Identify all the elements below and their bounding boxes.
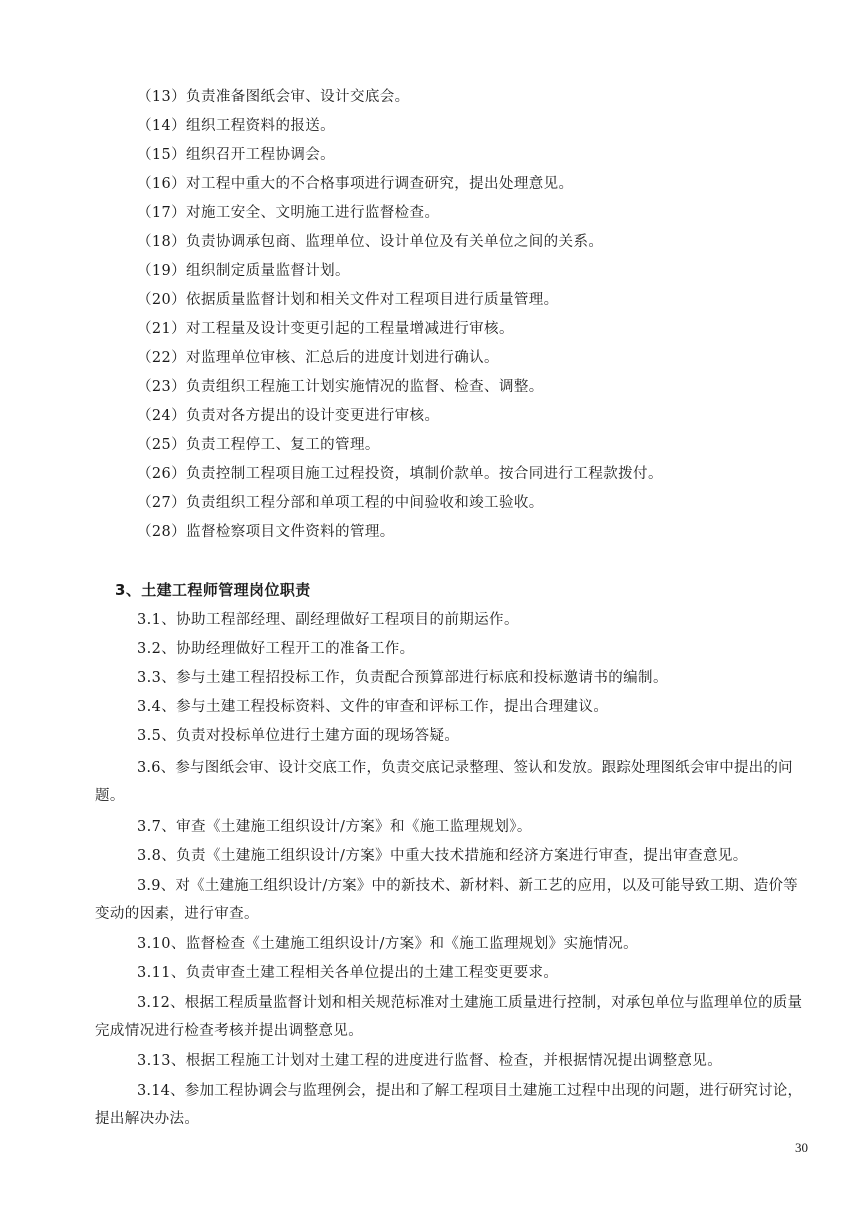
list-item: （25）负责工程停工、复工的管理。	[137, 437, 380, 453]
section-item: 3.11、负责审查土建工程相关各单位提出的土建工程变更要求。	[137, 965, 559, 981]
section-item: 3.13、根据工程施工计划对土建工程的进度进行监督、检查，并根据情况提出调整意见。	[137, 1053, 723, 1069]
section-item: 3.14、参加工程协调会与监理例会，提出和了解工程项目土建施工过程中出现的问题，进行研究讨论，	[137, 1083, 803, 1099]
list-item: （14）组织工程资料的报送。	[137, 118, 336, 134]
section-item-continuation: 题。	[95, 788, 125, 804]
list-item: （28）监督检察项目文件资料的管理。	[137, 524, 395, 540]
section-item: 3.1、协助工程部经理、副经理做好工程项目的前期运作。	[137, 612, 519, 628]
section-item: 3.9、对《土建施工组织设计/方案》中的新技术、新材料、新工艺的应用，以及可能导致工期、造价等	[137, 878, 798, 894]
list-item: （23）负责组织工程施工计划实施情况的监督、检查、调整。	[137, 379, 544, 395]
list-item: （24）负责对各方提出的设计变更进行审核。	[137, 408, 440, 424]
list-item: （19）组织制定质量监督计划。	[137, 263, 350, 279]
section-item: 3.7、审查《土建施工组织设计/方案》和《施工监理规划》。	[137, 819, 532, 835]
list-item: （20）依据质量监督计划和相关文件对工程项目进行质量管理。	[137, 292, 559, 308]
section-item: 3.3、参与土建工程招投标工作，负责配合预算部进行标底和投标邀请书的编制。	[137, 670, 668, 686]
list-item: （26）负责控制工程项目施工过程投资，填制价款单。按合同进行工程款拨付。	[137, 466, 663, 482]
list-item: （18）负责协调承包商、监理单位、设计单位及有关单位之间的关系。	[137, 234, 604, 250]
list-item: （16）对工程中重大的不合格事项进行调查研究，提出处理意见。	[137, 176, 574, 192]
section-item: 3.8、负责《土建施工组织设计/方案》中重大技术措施和经济方案进行审查，提出审查意见。	[137, 848, 748, 864]
section-item-continuation: 变动的因素，进行审查。	[95, 906, 259, 922]
list-item: （13）负责准备图纸会审、设计交底会。	[137, 89, 410, 105]
section-item: 3.6、参与图纸会审、设计交底工作，负责交底记录整理、签认和发放。跟踪处理图纸会审中提出的问	[137, 760, 793, 776]
page-number: 30	[795, 1140, 808, 1155]
section-item: 3.12、根据工程质量监督计划和相关规范标准对土建施工质量进行控制，对承包单位与监理单位的质量	[137, 995, 803, 1011]
section-item: 3.4、参与土建工程投标资料、文件的审查和评标工作，提出合理建议。	[137, 699, 609, 715]
section-heading: 3、土建工程师管理岗位职责	[115, 581, 311, 599]
list-item: （21）对工程量及设计变更引起的工程量增减进行审核。	[137, 321, 514, 337]
list-item: （27）负责组织工程分部和单项工程的中间验收和竣工验收。	[137, 495, 544, 511]
section-item: 3.5、负责对投标单位进行土建方面的现场答疑。	[137, 728, 460, 744]
section-item: 3.2、协助经理做好工程开工的准备工作。	[137, 641, 415, 657]
section-item-continuation: 提出解决办法。	[95, 1111, 200, 1127]
list-item: （15）组织召开工程协调会。	[137, 147, 336, 163]
section-item-continuation: 完成情况进行检查考核并提出调整意见。	[95, 1023, 364, 1039]
section-item: 3.10、监督检查《土建施工组织设计/方案》和《施工监理规划》实施情况。	[137, 936, 639, 952]
list-item: （17）对施工安全、文明施工进行监督检查。	[137, 205, 440, 221]
list-item: （22）对监理单位审核、汇总后的进度计划进行确认。	[137, 350, 499, 366]
